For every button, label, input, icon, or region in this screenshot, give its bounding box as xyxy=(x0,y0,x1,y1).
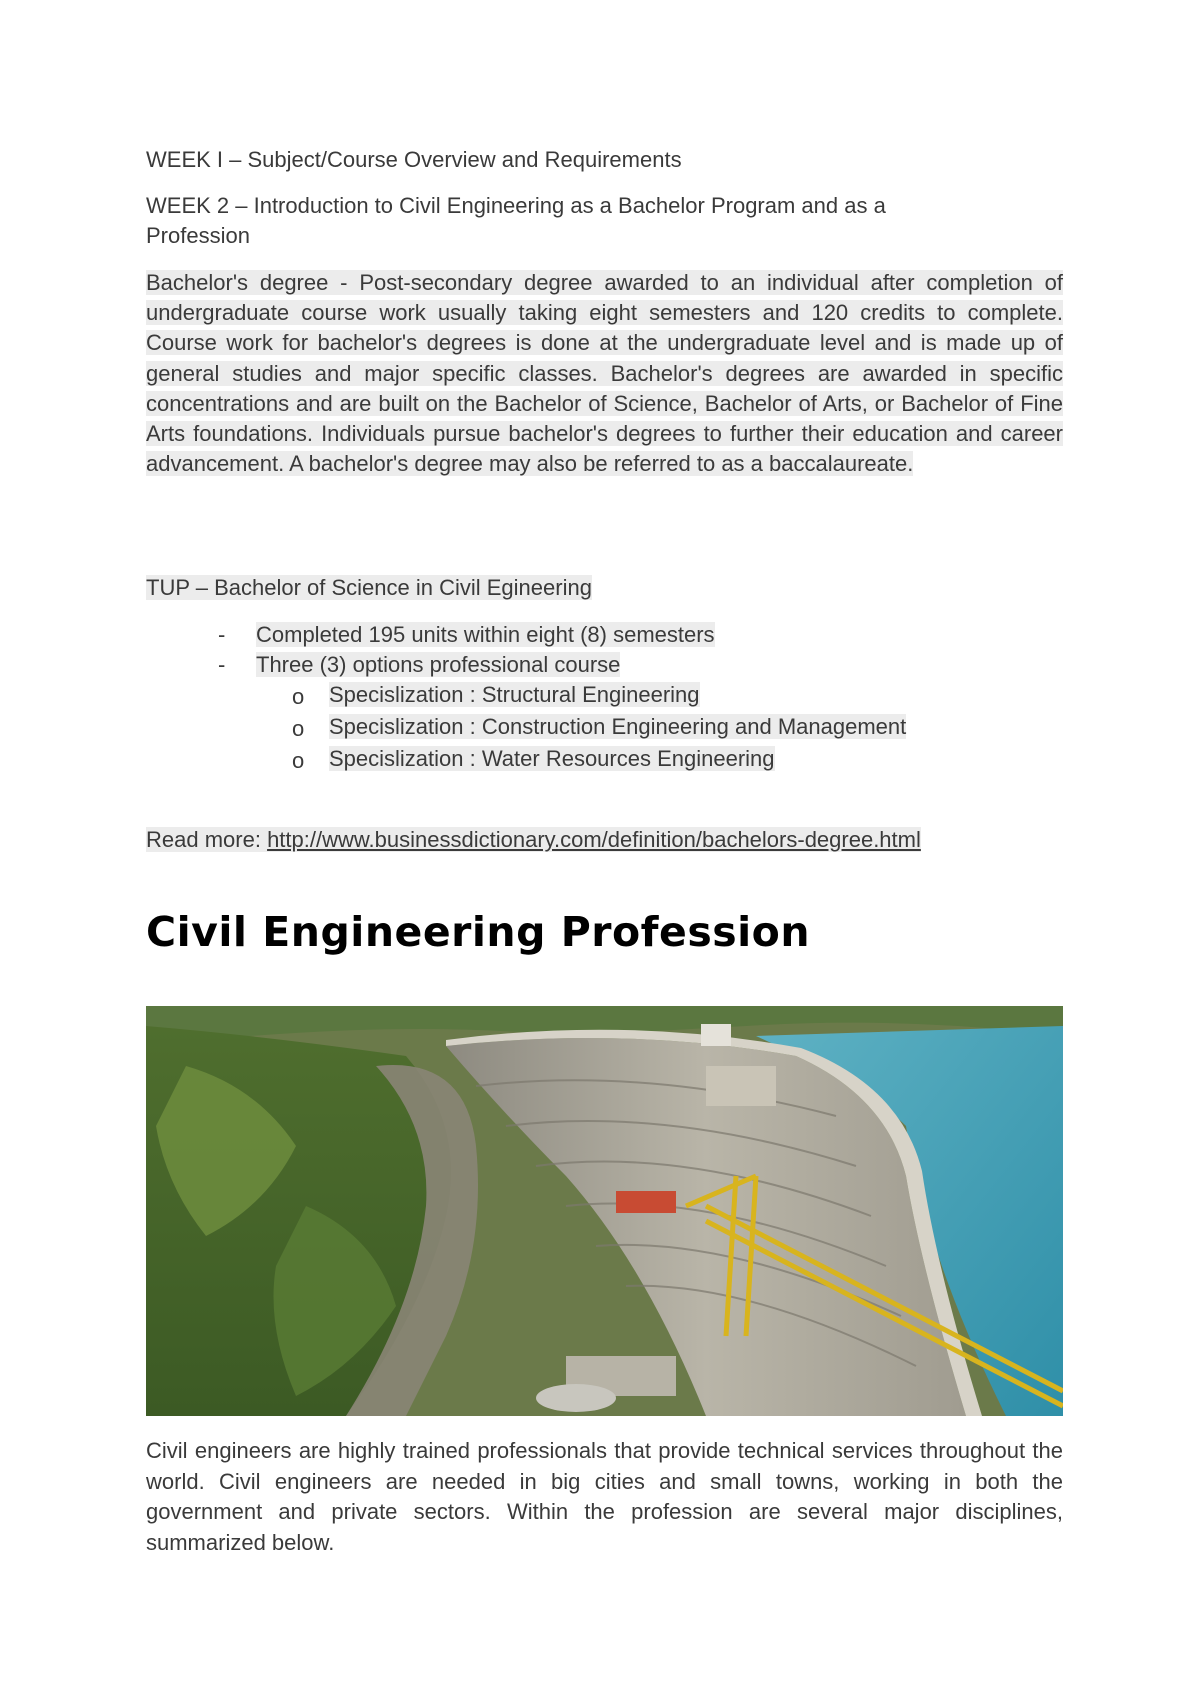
week-2-line: WEEK 2 – Introduction to Civil Engineering as a Bachelor Program and as a Profession xyxy=(146,193,886,248)
read-more-link[interactable]: http://www.businessdictionary.com/definition/bachelors-degree.html xyxy=(267,827,921,852)
read-more-line xyxy=(146,825,921,855)
definition-paragraph xyxy=(146,268,1063,479)
specialization-item: Specislization : Water Resources Engineering xyxy=(329,746,775,771)
read-more-label: Read more: xyxy=(146,827,268,852)
sub-bullet-marker: o xyxy=(292,684,305,709)
specialization-item: Specislization : Construction Engineering and Management xyxy=(329,714,907,739)
specialization-item: Specislization : Structural Engineering xyxy=(329,682,700,707)
definition-body: Post-secondary degree awarded to an individual after completion of undergraduate course work usually taking eight semesters and 120 credits to complete. Course work for bachelor's degrees is done at the undergraduate level and is made up of general studies and major specific classes. Bachelor's degrees are awarded in specific concentrations and are built on the Bachelor of Science, Bachelor of Arts, or Bachelor of Fine Arts foundations. Individuals pursue bachelor's degrees to further their education and career advancement. A bachelor's degree may also be referred to as a baccalaureate. xyxy=(146,270,1063,477)
list-item: Completed 195 units within eight (8) semesters xyxy=(256,622,715,647)
sub-bullet-marker: o xyxy=(292,716,305,741)
dash-marker: - xyxy=(218,622,226,647)
dam-photo xyxy=(146,1006,1063,1416)
dash-marker: - xyxy=(218,652,226,677)
week-1-line: WEEK I – Subject/Course Overview and Requirements xyxy=(146,147,682,172)
program-title: TUP – Bachelor of Science in Civil Egineering xyxy=(146,575,592,600)
section-heading: Civil Engineering Profession xyxy=(146,908,811,956)
list-item: Three (3) options professional course xyxy=(256,652,621,677)
sub-bullet-marker: o xyxy=(292,748,305,773)
definition-separator: - xyxy=(328,270,360,295)
dam-image xyxy=(146,1006,1063,1416)
closing-paragraph: Civil engineers are highly trained professionals that provide technical services throughout the world. Civil engineers are needed in big cities and small towns, working in both the government and private sectors. Within the profession are several major disciplines, summarized below. xyxy=(146,1438,1063,1555)
definition-term: Bachelor's degree xyxy=(146,270,329,295)
